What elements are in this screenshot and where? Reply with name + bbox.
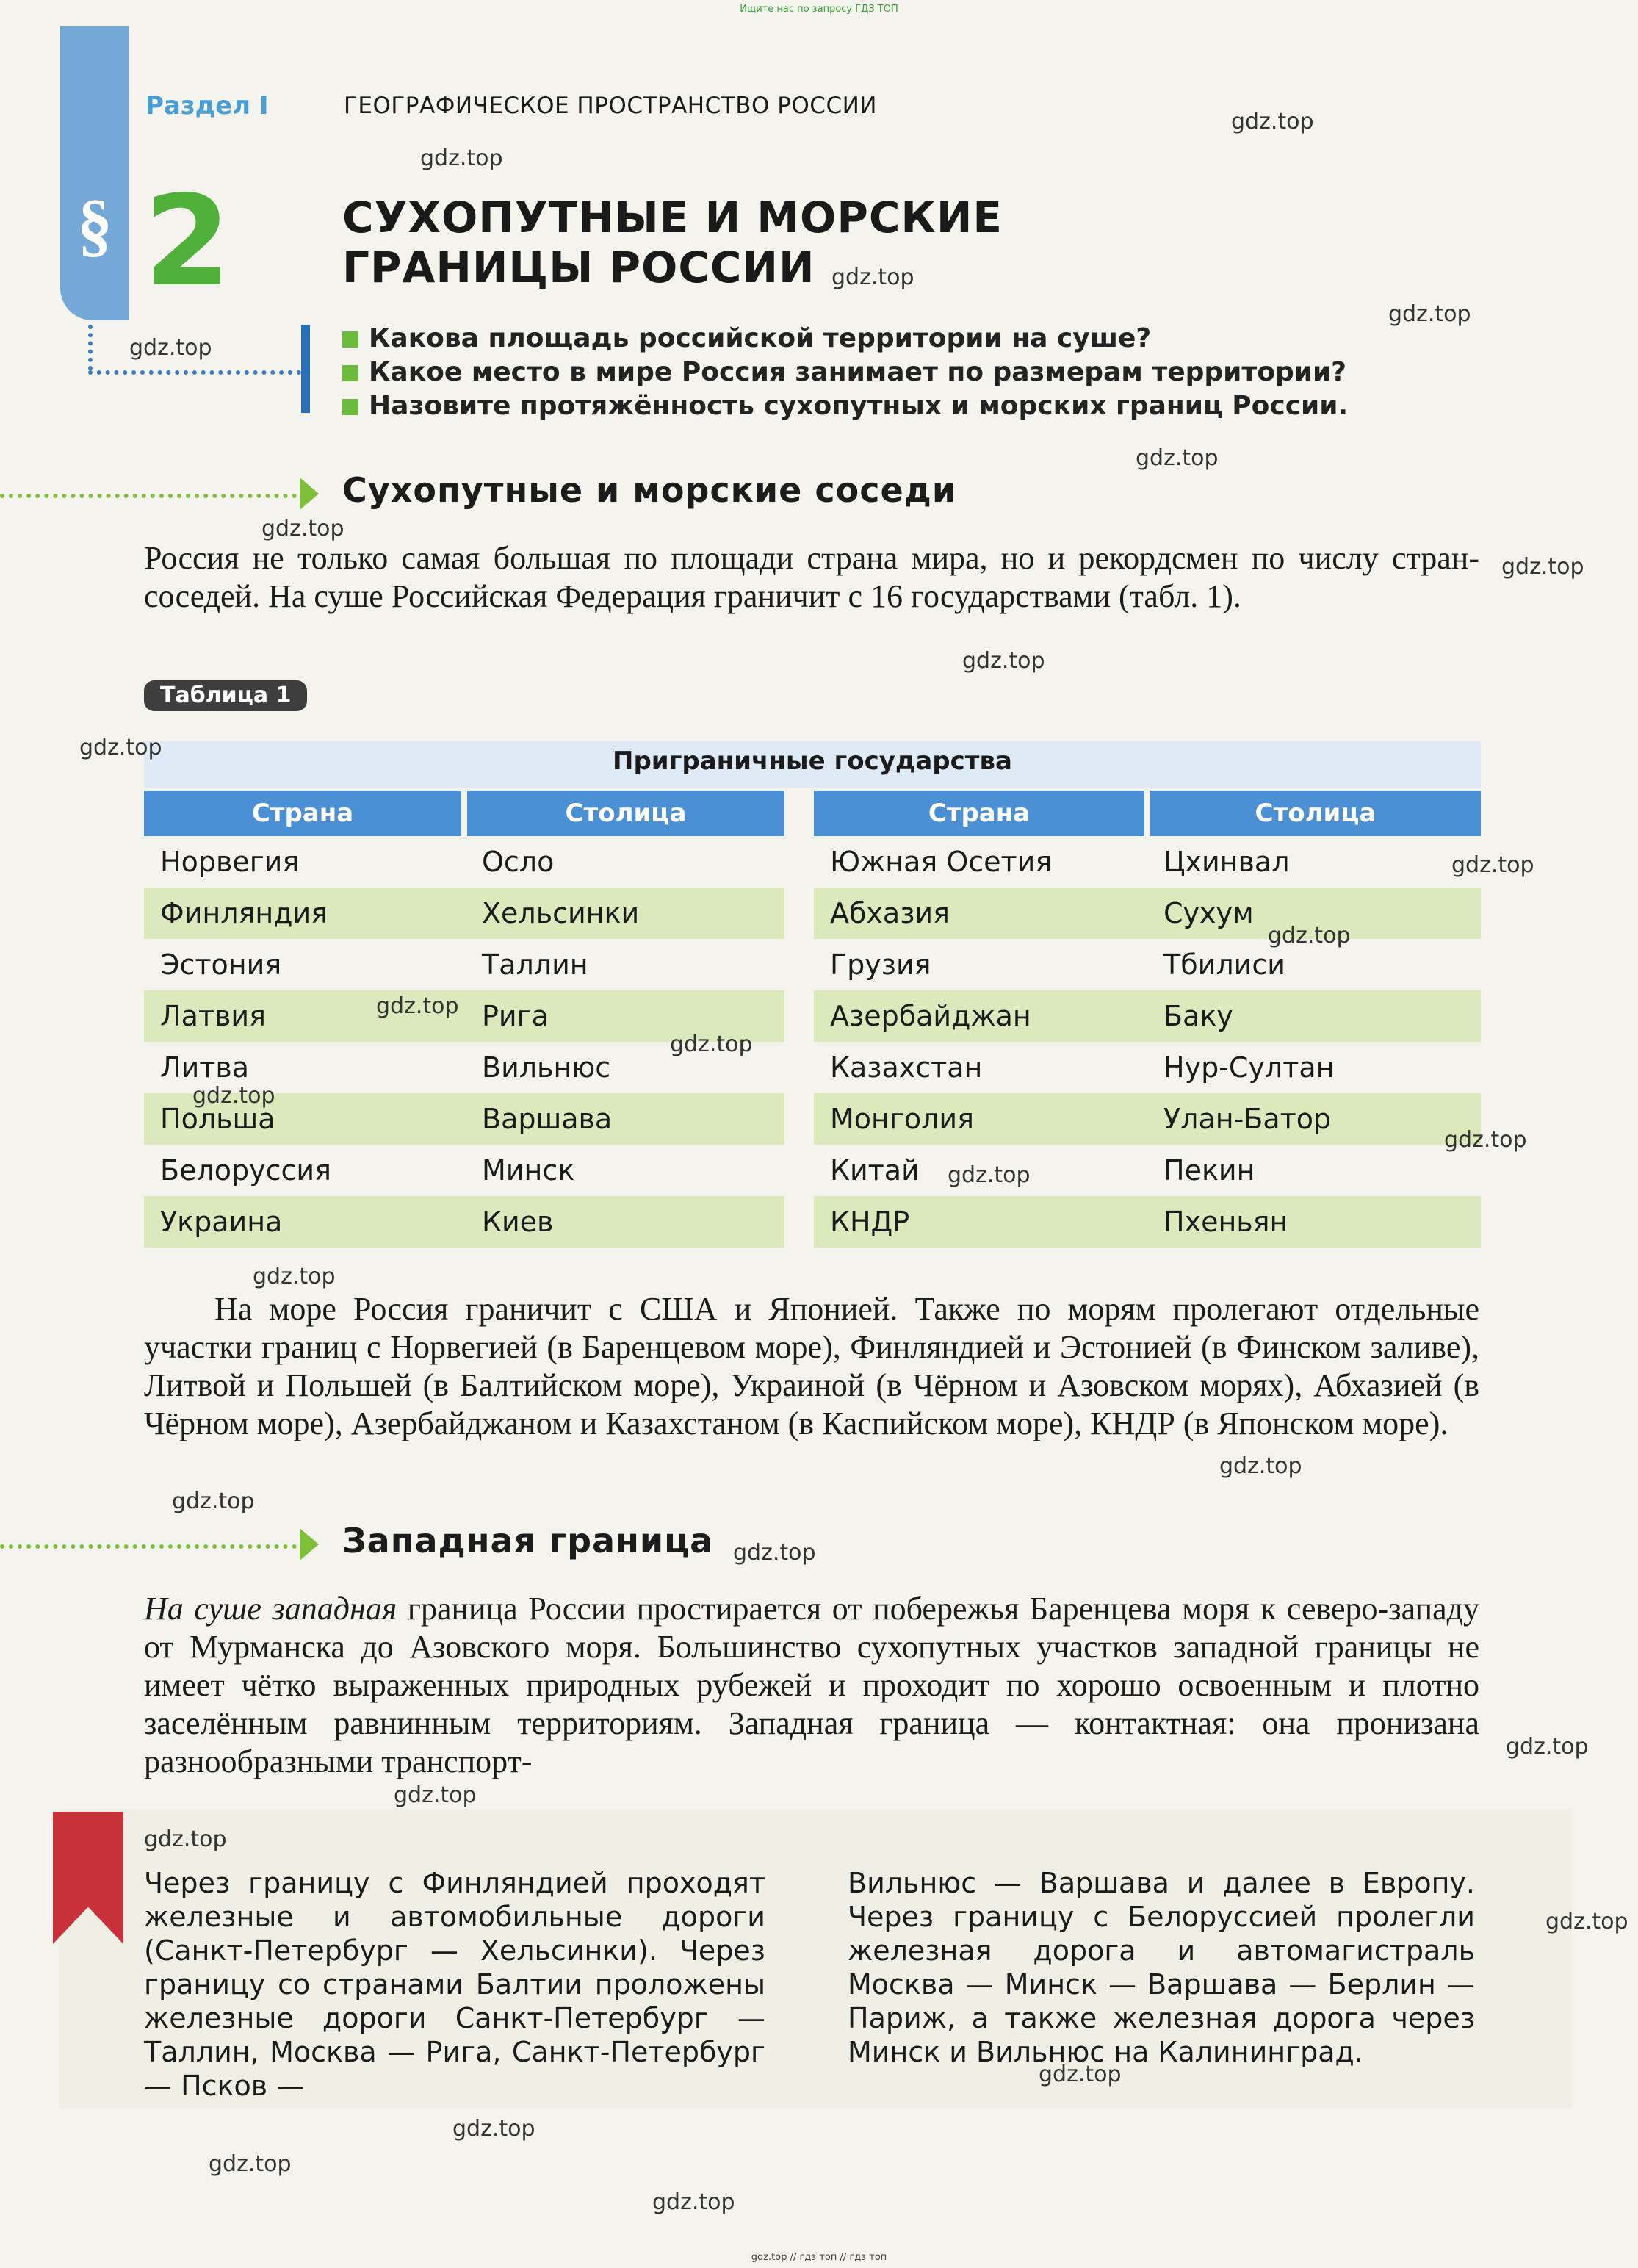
table-badge: Таблица 1 [144, 680, 307, 711]
table-cell: Украина [160, 1206, 283, 1238]
table-header-capital: Столица [1150, 791, 1481, 836]
table-cell: Южная Осетия [830, 846, 1053, 878]
table-cell: Литва [160, 1051, 250, 1084]
questions-list [342, 322, 1518, 423]
watermark: gdz.top [144, 1826, 227, 1852]
watermark: gdz.top [192, 1083, 275, 1109]
table-row-band [814, 1196, 1481, 1248]
table-cell: Норвегия [160, 846, 300, 878]
intro-paragraph: Россия не только самая большая по площади страна мира, но и рекордсмен по числу стран-соседей. На суше Российская Федерация граничит с 16 государствами (табл. 1). [144, 540, 1479, 614]
watermark: gdz.top [420, 145, 503, 171]
callout-text-right: Вильнюс — Варшава и далее в Европу. Через границу с Белоруссией пролегли железная дорога и автомагистраль Москва — Минск — Варшава — Берлин — Париж, а также железная дорога через Минск и Вильнюс на Калининград. [848, 1867, 1475, 2068]
bottom-banner: gdz.top // гдз топ // гдз топ [751, 2252, 887, 2263]
table-cell: Сухум [1163, 897, 1254, 929]
watermark: gdz.top [1451, 852, 1534, 878]
table-header-country: Страна [814, 791, 1144, 836]
watermark: gdz.top [376, 993, 459, 1019]
part-label: Раздел I [145, 91, 269, 120]
table-cell: Баку [1163, 1000, 1233, 1032]
table-cell: Вильнюс [482, 1051, 611, 1084]
paragraph-lead: На суше западная [144, 1591, 397, 1627]
question-item: Какова площадь российской территории на суше? [342, 322, 1518, 356]
table-cell: Улан-Батор [1163, 1103, 1332, 1135]
table-cell: Латвия [160, 1000, 266, 1032]
question-item: Назовите протяжённость сухопутных и морских границ России. [342, 389, 1518, 423]
table-cell: Цхинвал [1163, 846, 1290, 878]
watermark: gdz.top [129, 335, 212, 361]
table-cell: Грузия [830, 948, 931, 981]
section-dots [0, 494, 297, 498]
part-title: ГЕОГРАФИЧЕСКОЕ ПРОСТРАНСТВО РОССИИ [344, 93, 877, 119]
arrow-right-icon [300, 478, 319, 510]
table-header-country: Страна [144, 791, 461, 836]
watermark: gdz.top [394, 1782, 477, 1808]
watermark: gdz.top [1545, 1909, 1628, 1934]
table-cell: Азербайджан [830, 1000, 1031, 1032]
table-cell: Монголия [830, 1103, 974, 1135]
watermark: gdz.top [962, 648, 1045, 674]
watermark: gdz.top [733, 1540, 816, 1566]
sea-border-paragraph: На море Россия граничит с США и Японией. Также по морям пролегают отдельные участки границ с Норвегией (в Баренцевом море), Финляндией и Эстонией (в Финском заливе), Литвой и Польшей (в Балтийском море), Украиной (в Чёрном и Азовском морях), Абхазией (в Чёрном море), Азербайджаном и Казахстаном (в Каспийском море), КНДР (в Японском море). [144, 1291, 1479, 1441]
dotted-line-vertical [88, 325, 93, 370]
watermark: gdz.top [452, 2116, 535, 2142]
table-cell: Хельсинки [482, 897, 640, 929]
chapter-title-line2: ГРАНИЦЫ РОССИИ [342, 242, 815, 292]
questions-bar [301, 325, 310, 413]
watermark: gdz.top [1219, 1453, 1302, 1479]
table-cell: Киев [482, 1206, 554, 1238]
table-cell: Эстония [160, 948, 282, 981]
table-title: Приграничные государства [613, 746, 1012, 776]
watermark: gdz.top [79, 735, 162, 760]
watermark: gdz.top [948, 1162, 1031, 1188]
watermark: gdz.top [1231, 109, 1314, 134]
watermark: gdz.top [261, 516, 344, 541]
table-cell: Польша [160, 1103, 275, 1135]
arrow-right-icon [300, 1528, 319, 1560]
chapter-number: 2 [144, 169, 231, 314]
section-dots [0, 1544, 297, 1549]
watermark: gdz.top [652, 2189, 735, 2215]
table-cell: Тбилиси [1163, 948, 1285, 981]
table-cell: Финляндия [160, 897, 328, 929]
table-cell: Белоруссия [160, 1154, 331, 1187]
section-title: Западная граница [342, 1521, 714, 1560]
watermark: gdz.top [1039, 2062, 1122, 2087]
watermark: gdz.top [831, 264, 914, 290]
watermark: gdz.top [253, 1264, 336, 1289]
watermark: gdz.top [1136, 445, 1219, 471]
top-banner: Ищите нас по запросу ГДЗ ТОП [740, 4, 898, 15]
table-cell: Китай [830, 1154, 920, 1187]
watermark: gdz.top [670, 1032, 753, 1057]
question-item: Какое место в мире Россия занимает по размерам территории? [342, 356, 1518, 389]
watermark: gdz.top [1444, 1127, 1527, 1153]
table-cell: Нур-Султан [1163, 1051, 1335, 1084]
section-title: Сухопутные и морские соседи [342, 470, 957, 510]
square-bullet-icon [342, 331, 358, 348]
table-cell: Пхеньян [1163, 1206, 1288, 1238]
section-tab [60, 26, 129, 320]
table-cell: Казахстан [830, 1051, 983, 1084]
dotted-line-horizontal [88, 370, 301, 375]
section-sign: § [77, 185, 112, 264]
table-cell: Варшава [482, 1103, 613, 1135]
table-cell: Осло [482, 846, 555, 878]
chapter-title-line1: СУХОПУТНЫЕ И МОРСКИЕ [342, 192, 1003, 242]
table-cell: КНДР [830, 1206, 910, 1238]
watermark: gdz.top [1388, 301, 1471, 327]
table-header-capital: Столица [467, 791, 784, 836]
table-cell: Рига [482, 1000, 549, 1032]
chapter-title [342, 192, 1077, 292]
table-cell: Минск [482, 1154, 575, 1187]
square-bullet-icon [342, 365, 358, 381]
watermark: gdz.top [172, 1488, 255, 1514]
callout-text-left: Через границу с Финляндией проходят железные и автомобильные дороги (Санкт-Петербург — Хельсинки). Через границу со странами Балтии проложены железные дороги Санкт-Петербург — Таллин, Москва — Рига, Санкт-Петербург — Псков — [144, 1867, 765, 2102]
watermark: gdz.top [1506, 1734, 1589, 1760]
table-cell: Абхазия [830, 897, 950, 929]
table-cell: Пекин [1163, 1154, 1255, 1187]
watermark: gdz.top [1268, 923, 1351, 948]
western-border-paragraph: На суше западная граница России простирается от побережья Баренцева моря к северо-западу от Мурманска до Азовского моря. Большинство сухопутных участков западной границы не имеет чётко выраженных природных рубежей и проходит по хорошо освоенным и плотно заселённым равнинным территориям. Западная граница — контактная: она пронизана разнообразными транспорт- [144, 1591, 1479, 1779]
watermark: gdz.top [209, 2151, 292, 2177]
table-cell: Таллин [482, 948, 588, 981]
watermark: gdz.top [1501, 554, 1584, 580]
square-bullet-icon [342, 399, 358, 415]
